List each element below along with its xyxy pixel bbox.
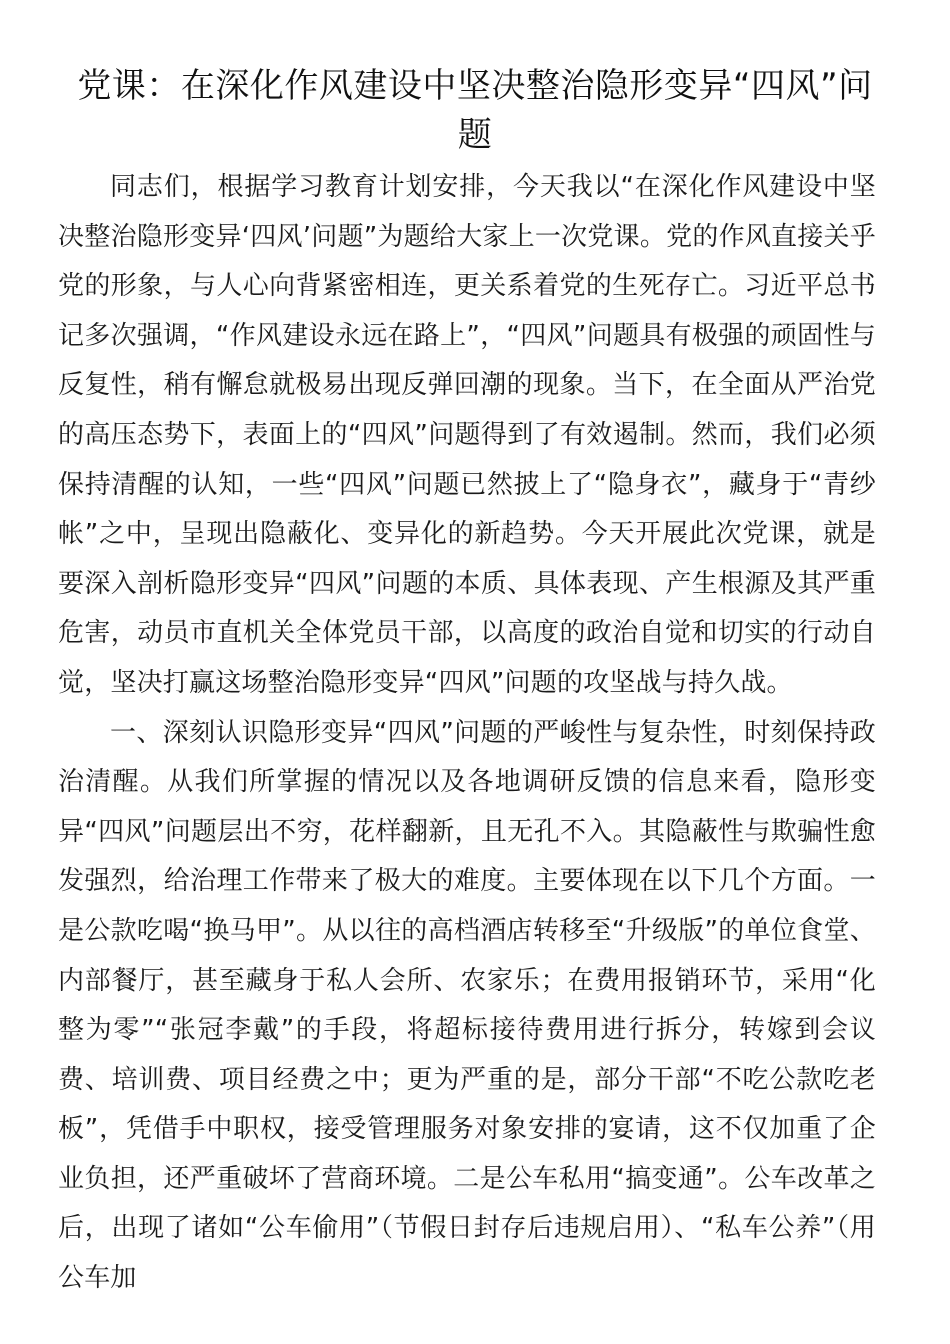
section-one-paragraph: 一、深刻认识隐形变异“四风”问题的严峻性与复杂性，时刻保持政治清醒。从我们所掌握的情况以及各地调研反馈的信息来看，隐形变异“四风”问题层出不穷，花样翻新，且无孔不入。其隐蔽性与欺骗性愈发强烈，给治理工作带来了极大的难度。主要体现在以下几个方面。一是公款吃喝“换马甲”。从以往的高档酒店转移至“升级版”的单位食堂、内部餐厅，甚至藏身于私人会所、农家乐；在费用报销环节，采用“化整为零”“张冠李戴”的手段，将超标接待费用进行拆分，转嫁到会议费、培训费、项目经费之中；更为严重的是，部分干部“不吃公款吃老板”，凭借手中职权，接受管理服务对象安排的宴请，这不仅加重了企业负担，还严重破坏了营商环境。二是公车私用“搞变通”。公车改革之后，出现了诸如“公车偷用”（节假日封存后违规启用）、“私车公养”（用公车加 — [58, 717, 876, 1294]
document-title: 党课：在深化作风建设中坚决整治隐形变异“四风”问题 — [77, 66, 873, 155]
intro-paragraph: 同志们，根据学习教育计划安排，今天我以“在深化作风建设中坚决整治隐形变异‘四风’问题”为题给大家上一次党课。党的作风直接关乎党的形象，与人心向背紧密相连，更关系着党的生死存亡。习近平总书记多次强调，“作风建设永远在路上”，“四风”问题具有极强的顽固性与反复性，稍有懈怠就极易出现反弹回潮的现象。当下，在全面从严治党的高压态势下，表面上的“四风”问题得到了有效遏制。然而，我们必须保持清醒的认知，一些“四风”问题已然披上了“隐身衣”，藏身于“青纱帐”之中，呈现出隐蔽化、变异化的新趋势。今天开展此次党课，就是要深入剖析隐形变异“四风”问题的本质、具体表现、产生根源及其严重危害，动员市直机关全体党员干部，以高度的政治自觉和切实的行动自觉，坚决打赢这场整治隐形变异“四风”问题的攻坚战与持久战。 — [58, 172, 876, 698]
